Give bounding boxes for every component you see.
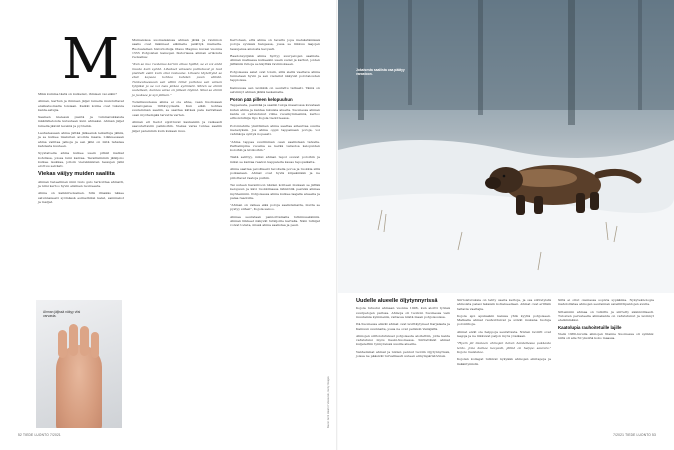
tree-trunk bbox=[408, 0, 412, 105]
body-paragraph: Tappelusta, pesintää ja saaliin tuloja maastossa kuvataan kuten ahma ja kantaa lukuisia alueita. Suomessa ahman kanta on vahvistunut viime vuosikymmeninä, kertoo erikoistutkija Ilpo Kojola tiedotteessa. bbox=[230, 103, 320, 121]
body-paragraph: Tai uuteen havaintoon näiden kohteen mukaan se jättää kelopuun ja kävi ruokkimassa lähistöllä pesivää ahmaa myöhemmin. Pohjoisessa ahma kulkee laajalla alueella ja palaa raadoille. bbox=[230, 182, 320, 200]
intro-paragraph: Ahman, karhun ja ihmisen jäljet lumella muistuttavat ensikatsomalta toisiaan. Kaikki kolme ovat tukevia kanta-astujia. bbox=[38, 99, 124, 112]
hand-finger bbox=[69, 324, 78, 356]
body-paragraph: Vanhemmat ahmat ja niiden pennut tuotiin öljytynnyrissä, joissa ne pääsivät turvallisesti uuteen elinympäristöönsä. bbox=[356, 349, 450, 359]
body-paragraph: Itä-Suomessa elävät ahmat ovat levittäytyneet Karjalasta ja Kainuun suunnalta, jossa ne ovat peräisin Venäjältä. bbox=[356, 322, 450, 331]
quote-paragraph: "Kun se nuo ruokansa kerran alkaa hylätä, se ei voi enää muuta kuin syödä. Lihakset vatsasta pullistuvat ja luut pistävät esiin kuin olisi raskaana. Lihasta täytettynä se etsii kapeaa kohtaa kahden puun välistä. Tunkeutuessaan sen väliin tämä puristaa sen vatsan tyhjäksi ja se voi taas jatkaa syömistä. Sitten se ahmii uudelleen, kunnes vatsa on jälleen täynnä. Siksi se ahmii ja juoksee ja syö jälleen." bbox=[132, 62, 222, 97]
intro-paragraph: Mikä kumma tästä on kulkenut, ihmisen vai eläin? bbox=[38, 92, 117, 96]
photo-credit: Kuvat: Antti Haarni / Vastavalo, Getty Images bbox=[327, 376, 330, 428]
body-paragraph: Tästä selittyy, miksi ahman tapot osuvat poroihin ja miksi se kantaa raadon kappaleita kauas tapopaikalta. bbox=[230, 155, 320, 164]
body-paragraph: Muinaisissa suomalaisissa ahman jätkä ja ravinnon saalis ovat lisänneet eläimelle pelättyä mainetta. Ruotsalainen historioitsija Olaus Magnus kuvasi vuonna 1555 Pohjoisten kansojen historiassa ahman erikoista ruokailua: bbox=[132, 38, 222, 60]
right-column-2 bbox=[457, 298, 551, 369]
body-paragraph: Poromiehille yksittäinen ahma saattaa aiheuttaa suuria menetyksiä. Jos ahma oppii tappamaan poroja, voi vahinkoja syntyä nopeasti. bbox=[230, 123, 320, 137]
intro-paragraph: Saamen kielessä pientä ja tummatukkaista määrätietoista kutsutaan kuin ahmaksi. Ahman jäljet lumella jäävät leveinä ja pyöreinä. bbox=[38, 115, 124, 128]
hand-photo-caption: Ahman jäljissä näkyy viisi varvasta. bbox=[43, 310, 81, 319]
hand-finger bbox=[58, 330, 67, 358]
right-page-footer: 7/2021 TIEDE LUONTO 53 bbox=[613, 433, 656, 437]
section-heading-viekas: Viekas väijyy muiden saaliita bbox=[38, 171, 115, 178]
body-paragraph: Ahma on kaikkiruokainen. Sitä ilmakäs näkee satunnaisesti syömässä esimerkiksi kalat, sammakot ja marjat. bbox=[38, 191, 124, 205]
body-paragraph: Ahma saattaa petollisesti tavoitella poroa ja ruokkia sillä poikasiaan. Ahmat ovat hyviä kiipeämään ja ne piilottavat raatoja puihin. bbox=[230, 167, 320, 180]
body-paragraph: Kainuussa sen levikkiä on seurattu tarkasti. Tämä on selvinnyt ahman jälkiä laskemalla. bbox=[230, 85, 320, 94]
section-heading-oljytynnyri: Uudelle alueelle öljytynnyrissä bbox=[356, 298, 438, 304]
right-column-1 bbox=[356, 298, 450, 361]
body-paragraph: Kojolan kollegat tutkivat nykyään ahmojen elintapoja ja lisääntymistä. bbox=[457, 357, 551, 366]
body-paragraph: "Ahman on vaikea elää poroja saalistamatta, mutta se pystyy siihen", Kojola sanoo. bbox=[230, 203, 320, 212]
left-column-3 bbox=[230, 38, 320, 231]
section-heading-poron: Poron pää pilleen kelopuuhun bbox=[230, 97, 293, 103]
body-paragraph: Pohjoisessa asiat ovat toisin, sillä siellä vaeltava ahma tunnetaan hyvin ja sen vierailut näkyvät porotalouden tappioissa. bbox=[230, 69, 320, 83]
tree-trunk bbox=[478, 0, 483, 115]
body-paragraph: Ahmojen siirtoistutukset pohjoisesta aloitettiin, jotta kanta vahvistuisi myös Keski-Suomessa. Siirrettävät ahmat kuljetettiin tynnyreissä uusille alueille. bbox=[356, 333, 450, 347]
left-page-footer: 52 TIEDE LUONTO 7/2021 bbox=[18, 433, 61, 437]
dropcap-letter: M bbox=[62, 27, 120, 92]
intro-paragraph: Lauhatessaan ahma jättää jälkeensä leikattuja jälkiä, ja se kulkee mieluiten avointa maata. Liikkuessaan ahma vaihtaa jalkoja ja sen jälki on mitä tahansa kahdesta kuuteen. bbox=[38, 131, 124, 148]
hand-finger bbox=[91, 332, 99, 358]
left-column-2 bbox=[132, 38, 222, 136]
section-heading-kaatolupia: Kaatolupia rauhoitetuille lajille bbox=[558, 325, 622, 331]
quote-paragraph: "Hyvin jäi mieleen ahmojen hatun haistellessa pakkasta lento. Joka kulkee kevyesti, jälkiä on helppo seurata." Kojola muistelee. bbox=[457, 341, 551, 354]
intro-paragraph: Syystalvella ahma kulkee usein pitkät matkat kohdissa, joissa lumi kantaa. Tavallisimmin jälkijono kulkee laukkaa, jolloin vierekkäisten tassujen jälki erottuu selvästi. bbox=[38, 151, 124, 169]
tree-trunk bbox=[358, 0, 364, 120]
photo-caption: Jokaisesta saaliista osa päätyy varastoon. bbox=[356, 68, 405, 77]
body-paragraph: "Ahma tappaa suurimman osan saaliistaan talvella. Parhaimpina vuosina se kerää varastoa kelopuiden koloihin ja kivikoihin." bbox=[230, 139, 320, 153]
hand-photo bbox=[36, 300, 122, 428]
body-paragraph: Kerrotaan, että ahma on tavattu jopa metsästämässä poroja syvässä hangessa, jossa se liikkuu laajojen tassujensa ansiosta kevyesti. bbox=[230, 38, 320, 51]
body-paragraph: Ahman tieteellinen nimi Gulo gulo tarkoittaa ahmatti, ja nimi kertoo hyvin eläimen luonteesta. bbox=[38, 179, 124, 189]
body-paragraph: Siltä ei ollut olemassa sopivia sypäämia. Nykyteknologia mahdollistaa ahmojen seurannan satelliittipantojen avulla. bbox=[558, 298, 654, 307]
photo-scene bbox=[338, 0, 674, 293]
body-paragraph: Kojola ajoi apukaskin kanssa yhtä kyytiä pohjoiseen. Matkalla ahmat rauhoittuivat ja söivät mukana tuotuja poronlihoja. bbox=[457, 313, 551, 327]
forest-background bbox=[338, 0, 674, 110]
hand-finger bbox=[80, 326, 89, 356]
body-paragraph: Ahmat eivät ole helppoja seurattavia. Niiden reviirit ovat laajoja ja ne liikkuvat paljon myös yöaikaan. bbox=[457, 329, 551, 339]
body-paragraph: Siirtoistutuksia on tehty useita kertoja, ja osa siirretyistä ahmoista palasi takaisin kotialueelleen. Ahmat ovat erittäin taitavia vaeltajia. bbox=[457, 298, 551, 311]
tree-trunk bbox=[638, 0, 642, 110]
body-paragraph: Ahmaa seurataan pannoittamalla tutkimuseläimiä. Ahman liikkeet näkyvät tutkijoille kartalla. Näin tutkijat voivat todeta, missä ahma saalistaa ja pesii. bbox=[230, 214, 320, 228]
body-paragraph: Kojola tutustui ahmaan vuonna 1996, kun aloitti työnsä suurpetojen parissa. Ahmoja oli tuolloin Suomessa vain muutamia kymmeniä, valtaosa niistä maan pohjoisosissa. bbox=[356, 306, 450, 319]
body-paragraph: Ahman eri tiedot sijoittuvat kaukaisiin ja vaikeasti saavutettaviin paikkoihin. Viekas varas tuntee saaliin jäljet paremmin kuin kukaan muu. bbox=[132, 120, 222, 133]
left-column-1 bbox=[38, 92, 124, 207]
body-paragraph: Vielä 1980-luvulla ahmojen tilanne Suomessa oli synkkä: niitä oli alle 50 yksilöä koko maassa. bbox=[558, 331, 654, 340]
body-paragraph: Todellisuudessa ahma ei ole ahne, vaan huolissaan varastojensa riittävyydestä. Kun eläin kohtaa suuremman saaliin, se saattaa kätkeä pala kerrallaan osan myöhempää tarvetta varten. bbox=[132, 99, 222, 117]
right-column-3 bbox=[558, 298, 654, 343]
body-paragraph: Sittemmin ahmaa on tutkittu ja siirretty säännöllisesti. Tulosten perusteella ahmakanta on vahvistunut ja levinnyt etelämmäksi. bbox=[558, 309, 654, 323]
wolverine-photo bbox=[338, 0, 674, 293]
body-paragraph: Raadonsyöjänä ahma hyötyy suurpetojen saaliista. Ahman matkassa kulkeekin usein sudet ja karhut, joiden jättämiä ruhoja se käyttää ravinnokseen. bbox=[230, 53, 320, 67]
tree-trunk bbox=[568, 0, 575, 125]
